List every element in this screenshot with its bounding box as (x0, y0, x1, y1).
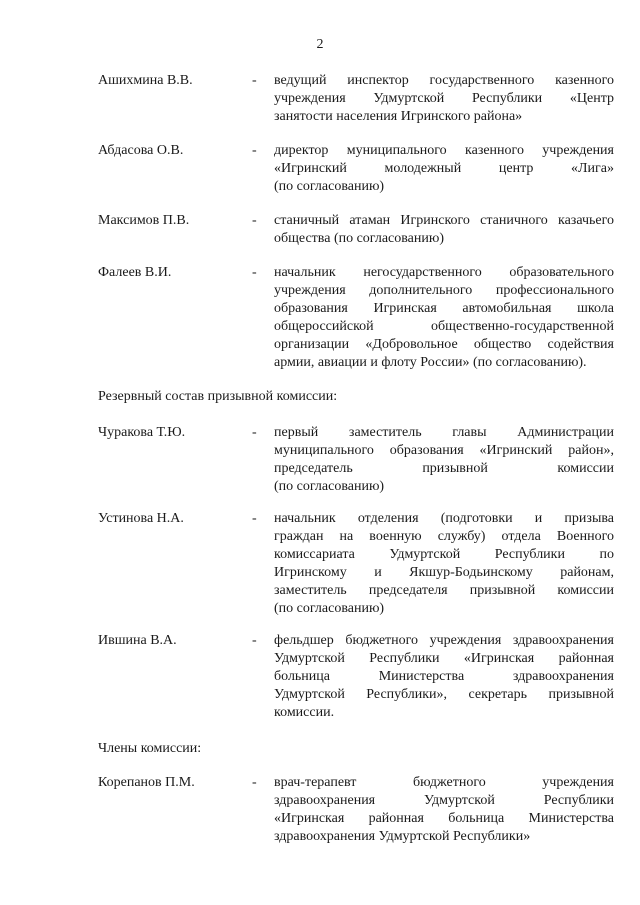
member-dash: - (252, 775, 257, 790)
position-line: организации «Добровольное общество содействия (274, 337, 614, 352)
position-line: Удмуртской Республики «Игринская районная (274, 651, 614, 666)
position-line: муниципального образования «Игринский район», (274, 443, 614, 458)
position-line: комиссии. (274, 705, 335, 720)
position-line: комиссариата Удмуртской Республики по (274, 547, 614, 562)
member-position (274, 212, 614, 248)
position-line: больница Министерства здравоохранения (274, 669, 614, 684)
position-line: (по согласованию) (274, 179, 385, 194)
position-line: общероссийской общественно-государственной (274, 319, 614, 334)
page-number: 2 (316, 37, 324, 52)
position-line: здравоохранения Удмуртской Республики» (274, 829, 531, 844)
position-line: начальник отделения (подготовки и призыва (274, 511, 614, 526)
member-dash: - (252, 511, 257, 526)
member-name: Ашихмина В.В. (98, 73, 193, 88)
member-dash: - (252, 213, 257, 228)
position-line: заместитель председателя призывной комиссии (274, 583, 614, 598)
position-line: первый заместитель главы Администрации (274, 425, 614, 440)
position-line: (по согласованию) (274, 601, 385, 616)
position-line: «Игринский молодежный центр «Лига» (274, 161, 614, 176)
position-line: занятости населения Игринского района» (274, 109, 523, 124)
position-line: учреждения Удмуртской Республики «Центр (274, 91, 614, 106)
member-name: Максимов П.В. (98, 213, 190, 228)
position-line: образования Игринская автомобильная школа (274, 301, 614, 316)
member-name: Фалеев В.И. (98, 265, 172, 280)
member-dash: - (252, 425, 257, 440)
position-line: директор муниципального казенного учреждения (274, 143, 614, 158)
position-line: общества (по согласованию) (274, 231, 444, 246)
position-line: «Игринская районная больница Министерства (274, 811, 614, 826)
member-position (274, 142, 614, 196)
commission-section-heading: Члены комиссии: (98, 741, 202, 756)
position-line: врач-терапевт бюджетного учреждения (274, 775, 614, 790)
position-line: граждан на военную службу) отдела Военного (274, 529, 614, 544)
member-name: Ившина В.А. (98, 633, 177, 648)
member-dash: - (252, 265, 257, 280)
member-name: Абдасова О.В. (98, 143, 184, 158)
reserve-section-heading: Резервный состав призывной комиссии: (98, 389, 338, 404)
position-line: председатель призывной комиссии (274, 461, 614, 476)
position-line: Удмуртской Республики», секретарь призывной (274, 687, 614, 702)
member-dash: - (252, 73, 257, 88)
member-position (274, 72, 614, 126)
position-line: ведущий инспектор государственного казенного (274, 73, 614, 88)
member-dash: - (252, 143, 257, 158)
position-line: учреждения дополнительного профессионального (274, 283, 614, 298)
member-position (274, 774, 614, 846)
position-line: фельдшер бюджетного учреждения здравоохранения (274, 633, 614, 648)
position-line: начальник негосударственного образовательного (274, 265, 614, 280)
member-position (274, 264, 614, 372)
member-name: Устинова Н.А. (98, 511, 184, 526)
position-line: здравоохранения Удмуртской Республики (274, 793, 614, 808)
member-dash: - (252, 633, 257, 648)
member-name: Чуракова Т.Ю. (98, 425, 186, 440)
position-line: (по согласованию) (274, 479, 385, 494)
position-line: станичный атаман Игринского станичного казачьего (274, 213, 614, 228)
member-name: Корепанов П.М. (98, 775, 195, 790)
member-position (274, 510, 614, 618)
position-line: Игринскому и Якшур-Бодьинскому районам, (274, 565, 614, 580)
member-position (274, 632, 614, 722)
position-line: армии, авиации и флоту России» (по согласованию). (274, 355, 587, 370)
member-position (274, 424, 614, 496)
